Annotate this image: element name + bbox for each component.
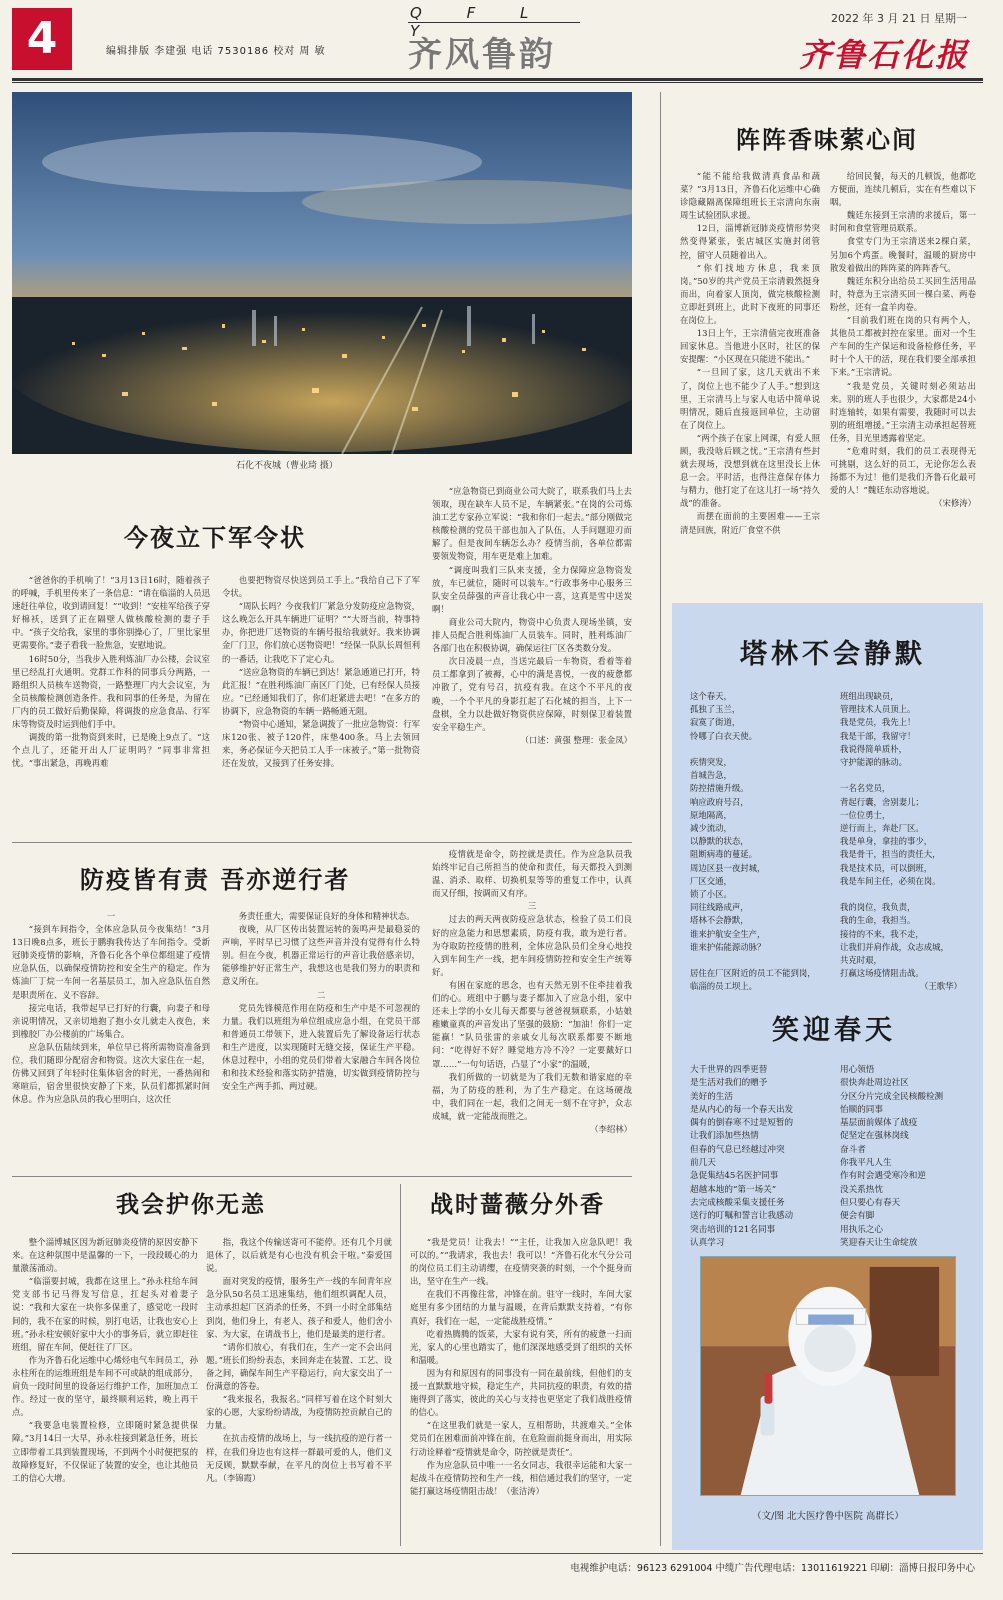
paragraph: “我是党员，关键时刻必须站出来。别的班人手也很少，大家都是24小时连轴转，如果有需要，我随时可以去别的班组增援。”王宗清主动承担起替班任务，目光里透露着坚定。 bbox=[830, 380, 976, 443]
paragraph: 整个淄博城区因为新冠肺炎疫情的原因安静下来。在这种氛围中是温馨的一下，一段段暖心的力量激荡涌动。 bbox=[12, 1237, 198, 1274]
paragraph: “危难时刻，我们的员工表现得无可挑剔，这么好的员工，无论你怎么表扬都不为过！他们是我们齐鲁石化最可爱的人！”魏廷东动容地说。 bbox=[830, 445, 976, 496]
paragraph: 二 bbox=[316, 989, 326, 1000]
medical-photo-caption: （文/图 北大医疗鲁中医院 高群长） bbox=[752, 1511, 904, 1522]
header-rule-thin bbox=[12, 82, 983, 83]
paragraph: 党员先锋模范作用在防疫和生产中是不可忽视的力量。我们以班组为单位组成应急小组，在党员干部和普通员工带领下，进入装置后先了解设备运行状态和生产进度，以实现随时无缝交接，保证生产平稳。休息过程中，小组的党员们带着大家融合车间各岗位和和技术经验和落实防护措施，切实做到疫情防控与安全生产两手抓、两过硬。 bbox=[222, 1002, 420, 1092]
paragraph: “接到车间指令，全体应急队员今夜集结！”3月13日晚8点多，班长于鹏驹我传达了车间指令。受新冠肺炎疫情的影响，齐鲁石化各个单位都组建了疫情应急队伍，以确保疫情防控和安全生产的稳定。作为炼油厂丁烷一车间一名基层员工，加入应急队伍自然是职责所在、义不容辞。 bbox=[12, 924, 210, 1000]
article-military-col1 bbox=[12, 574, 210, 836]
paragraph: “能不能给我做清真食品和蔬菜？”3月13日，齐鲁石化运维中心确诊隐藏隔离保障组班长王宗清向东南周生试验团队求援。 bbox=[680, 171, 820, 221]
paragraph: 面对突发的疫情，服务生产一线的车间青年应急分队50名员工迅速集结，他们组织调配人员，主动承担起厂区消杀的任务，不到一小时全部集结到岗，他们身上，有老人、孩子和爱人，他们舍小家、为大家，在请战书上，他们是最美的逆行者。 bbox=[206, 1276, 392, 1339]
paragraph: 作为应急队员中唯一一名女同志，我很幸运能和大家一起战斗在疫情防控和生产一线，相信通过我们的坚守，一定能打赢这场疫情阻击战！（张洁涛） bbox=[410, 1459, 632, 1496]
paragraph: “目前我们班在岗的只有两个人，其他员工都被封控在家里。面对一个生产车间的生产保运和设备检修任务，平时十个人干的活，现在我们要全部承担下来。”王宗清说。 bbox=[830, 315, 976, 378]
paragraph: 接完电话，我带起早已打好的行囊，向妻子和母亲说明情况，又亲切地抱了抱小女儿就走入夜色，来到橡胶厂办公楼前的广场集合。 bbox=[12, 1002, 210, 1039]
paragraph: 有困在家庭的思念，也有天然无别不住牵挂着我们的心。班组中于鹏与妻子都加入了应急小组，家中还未上学的小女儿每天都要与爸爸视频联系，小姑娘稚嫩童真的声音发出了坚强的鼓励：“加油！你们一定能赢！”队员张雷的亲戚女儿每次联系都要不断地问：“吃得好不好？睡觉地方冷不冷？一定要戴好口罩……”一句句话语，凸显了“小家”的温暖， bbox=[432, 979, 632, 1069]
paragraph: 指，我这个传输送寄可不能停。还有几个月就退休了，以后就是有心也没有机会干啦。”秦爱国说。 bbox=[206, 1237, 392, 1274]
paragraph: 13日上午，王宗清值完夜班准备回家休息。当他进小区时，社区的保安提醒：“小区现在只能进不能出。” bbox=[680, 328, 820, 365]
article-military-col2 bbox=[222, 574, 420, 836]
article-title-epidemic-duty: 防疫皆有责 吾亦逆行者 bbox=[80, 865, 351, 894]
article-roses-col1 bbox=[410, 1236, 632, 1546]
article-signature: （宋修涛） bbox=[934, 498, 976, 509]
column-title-rule bbox=[408, 22, 580, 23]
article-duty-col1 bbox=[12, 910, 210, 1170]
paragraph: “在这里我们就是一家人，互相帮助，共渡难关。”全体党员们在困难面前冲锋在前，在危险面前挺身而出，用实际行动诠释着“疫情就是命令，防控就是责任”。 bbox=[410, 1420, 632, 1457]
page-number: 4 bbox=[12, 8, 72, 70]
footer-contact: 电视维护电话：96123 6291004 中缆广告代理电话：13011619221 印刷：淄博日报印务中心 bbox=[570, 1563, 975, 1574]
paragraph: 过去的两天两夜防疫应急状态，检验了员工们良好的应急能力和思想素质，防疫有我，敢为逆行者。为夺取防控疫情的胜利，全体应急队员们全身心地投入到车间生产一线，把车间疫情防控和安全生产统筹好。 bbox=[432, 914, 632, 977]
paragraph: “请你们放心，有我们在，生产一定不会出问题。”班长们纷纷表态，来回奔走在装置、工艺、设备之间，确保车间生产平稳运行，向大家交出了一份满意的答卷。 bbox=[206, 1341, 392, 1392]
poem-title-spring: 笑迎春天 bbox=[772, 1015, 896, 1046]
article-fragrance-col2 bbox=[830, 170, 976, 590]
paragraph: 也要把物资尽快送到员工手上。”我给自己下了军令状。 bbox=[222, 575, 420, 599]
poem-spring-col2: 用心领悟 很快奔赴周边社区 分区分片完成全民核酸检测 怡顺的同事 基层面前媒体了战疫 促坚定在强林岗线 奋斗者 你我平凡人生 作有时会遇受寒冷和逆 没关系热忱 但只要心有春天 便会有脚 用执乐之心 笑迎春天让生命绽放 bbox=[840, 1065, 944, 1248]
paragraph: “你们找地方休息，我来顶岗。”50岁的共产党员王宗清毅然挺身而出，向着家人顶岗，做完核酸检测立即赶到班上，此时下夜班的同事还在岗位上。 bbox=[680, 262, 820, 326]
article-title-military-order: 今夜立下军令状 bbox=[124, 523, 306, 552]
article-signature: （口述：黄强 整理：张金凤） bbox=[520, 734, 632, 745]
article-protect-col1 bbox=[12, 1236, 198, 1546]
paragraph: 12日，淄博新冠肺炎疫情形势突然变得紧张，张店城区实施封闭管控，留守人员随着出入。 bbox=[680, 223, 820, 260]
paragraph: “我要急电装置检修，立即随时紧急提供保障。”3月14日一大早，孙永柱接到紧急任务，班长立即带着工具到装置现场，不到两个小时便把泵的故障修复好，不仅保证了装置的安全，也让其他员工的信心大增。 bbox=[12, 1420, 198, 1483]
poem-title-tower: 塔林不会静默 bbox=[740, 639, 926, 670]
article-duty-col2 bbox=[222, 910, 420, 1170]
poem-spring-col1: 大千世界的四季更替 是生活对我们的赠予 美好的生活 是从内心的每一个春天出发 偶有的倒春寒不过是短暂的 让我们添加些热情 但春的气息已经越过冲突 前几天 急促集结45名医护同事 超越本地的“第一场关” 去完成核酸采集支援任务 送行的叮嘱和誓言让我感动 突击培训的121名同事 认真学习 bbox=[690, 1065, 794, 1248]
poem-tower-signature: （王歌华） bbox=[920, 981, 962, 991]
paragraph: “一旦回了家，这几天就出不来了，岗位上也不能少了人手。”想到这里，王宗清马上与家人电话中简单说明情况，随后直接返回单位，主动留在了岗位上。 bbox=[680, 367, 820, 430]
paragraph: 三 bbox=[527, 901, 537, 912]
column-divider bbox=[660, 92, 661, 1546]
article-title-fragrance: 阵阵香味萦心间 bbox=[736, 125, 918, 154]
paragraph: 魏廷东接到王宗清的求援后，第一时间和食堂管理员联系。 bbox=[830, 210, 976, 234]
article-title-roses: 战时蔷薇分外香 bbox=[430, 1191, 605, 1218]
medical-worker-photo bbox=[700, 1256, 956, 1496]
paragraph: “送应急物资的车辆已到达！紧急通道已打开，特此汇报！”在胜利炼油厂南区厂门处，已有经保人员接应。“已经通知我们了，你们赶紧进去吧！”在多方的协调下，应急物资的车辆一路畅通无阻。 bbox=[222, 666, 420, 716]
paragraph: 吃着热腾腾的饭菜，大家有说有笑，所有的疲惫一扫而光，家人的心里也踏实了，他们深深地感受到了组织的关怀和温暖。 bbox=[410, 1328, 632, 1365]
paragraph: 作为齐鲁石化运维中心烯烃电气车间员工，孙永柱所在的运维班组是车间不可或缺的组成部分，肩负一段时间里的设备运行维护工作，加班加点工作。经过一夜的坚守，最终顺利运转，晚上再干点。 bbox=[12, 1354, 198, 1418]
paragraph: “物资中心通知，紧急调拨了一批应急物资：行军床120张、被子120件，床垫400条。马上去领回来，务必保证今天把员工人手一床被子。”第一批物资还在发放，又接到了任务安排。 bbox=[222, 719, 420, 769]
paragraph: 调拨的第一批物资到来时，已是晚上9点了。“这个点儿了，还能开出人厂证明吗？”同事非常担忧。“事出紧急，再晚再难 bbox=[12, 732, 210, 769]
paragraph: 食堂专门为王宗清送来2棵白菜，另加6个鸡蛋。晚餐时，温暖的厨房中散发着做出的阵阵菜的阵阵香气。 bbox=[830, 236, 976, 273]
paragraph: 魏廷东积分出给员工买回生活用品时，特意为王宗清买回一棵白菜、两卷粉丝，还有一盒羊肉卷。 bbox=[830, 275, 976, 312]
paragraph: “应急物资已到商业公司大院了，联系我们马上去领取，现在缺车人员不足，车辆紧张。”在岗的公司炼油工艺专家孙立军说：“我和你们一起去。”部分刚做完核酸检测的党员干部也加入了队伍，人手问题迎刃而解了。但是夜间车辆怎么办？疫情当前，各单位都需要领发物资，用车更是难上加难。 bbox=[432, 486, 632, 562]
paragraph: 应急队伍陆续到来，单位早已将所需物资准备到位，我们随即分配宿舍和物资。这次大家住在一起，仿佛又回到了年轻时住集体宿舍的时光，一番热闹和寒暄后，宿舍里很快安静了下来，队员们都抓紧时间休息。作为应急队员的我心里明白，这次任 bbox=[12, 1041, 210, 1105]
paragraph: “我是党员！让我去！”“主任，让我加入应急队吧！我可以的。”“我请求，我也去！我可以！”齐鲁石化水气分公司的岗位员工们主动请缨，在疫情突袭的时刻，一个个挺身而出，坚守在生产一线。 bbox=[410, 1237, 632, 1287]
article-fragrance-col1 bbox=[680, 170, 820, 590]
issue-date: 2022 年 3 月 21 日 星期一 bbox=[831, 12, 967, 25]
article-duty-col3 bbox=[432, 848, 632, 1170]
footer-rule bbox=[12, 1553, 983, 1554]
paragraph: 16时50分，当我步入胜利炼油厂办公楼，会议室里已经乱打火通明。党群工作科的同事兵分两路，一路组织人员核车送物资，一路整理厂内大会议室，为全员核酸检测创造条件。我和同事的任务是，为留在厂内的员工做好后勤保障，将调拨的应急食品、行军床等物资及时运到他们手中。 bbox=[12, 653, 210, 730]
column-letters: Q F L Y bbox=[410, 4, 549, 40]
paragraph: 在我们不再像往常，冲锋在前。驻守一线时，车间大家庭里有多少团结的力量与温暖，在背后默默支持着，“有你真好，我们在一起，一定能战胜疫情。” bbox=[410, 1289, 632, 1326]
poem-tower-col2: 班组出现缺员， 管理技术人员顶上。 我是党员，我先上！ 我是干部，我留守！ 我说得简单质朴， 守护能源的脉动。 一名名党员， 背起行囊，舍别妻儿； 一位位勇士， 逆行而上，奔赴厂区。 我是单身，拿挂的事少， 我是骨干，担当的责任大， 我是技术员，可以倒班， 我是车间主任，必须在岗。 我的岗位，我负责， 我的生命，我担当。 接待的不来，我不走， 让我们并肩作战，众志成城， 共克时艰， 打赢这场疫情阻击战。 bbox=[840, 691, 949, 979]
paragraph: 一 bbox=[106, 911, 116, 921]
newspaper-masthead: 齐鲁石化报 bbox=[798, 36, 969, 74]
photo-caption: 石化不夜城（曹业琦 摄） bbox=[236, 461, 338, 471]
poem-tower-col1: 这个春天， 孤独了玉兰， 寂寞了街道， 怜哪了白衣天使。 疾情突发， 首城告急， 防控措施升级。 响应政府号召， 原地隔离， 减少流动， 以静默的状态， 阻断病毒的蔓延。 周边区县一夜封城， 厂区交通， 锁了小区。 同往线路成声， 塔林不会静默， 谁来护航安全生产， 谁来护佑能源动脉？ 居住在厂区附近的员工不能到岗， 临淄的员工坝上。 bbox=[690, 691, 816, 992]
column-title: 齐风鲁韵 bbox=[408, 35, 556, 75]
paragraph: 夜晚，从厂区传出装置运转的轰鸣声是最稳妥的声响，平时早已习惯了这些声音并没有觉得有什么特别。但在今夜，机器正常运行的声音让我倍感亲切，能够维护好正常生产，我想这也是我们努力的职责和意义所在。 bbox=[222, 924, 420, 987]
article-military-col3 bbox=[432, 485, 632, 835]
column-divider bbox=[400, 1184, 401, 1546]
night-refinery-photo bbox=[12, 92, 632, 454]
paragraph: 次日凌晨一点，当送完最后一车物资，看着等着员工都拿到了被褥，心中的满是喜悦，一夜的疲惫都冲散了，党有号召，抗疫有我。在这个不平凡的夜晚，一个个平凡的身影扛起了石化城的担当，上下一盘棋，全力以赴做好物资供应保障，时刻保卫着装置安全平稳生产。 bbox=[432, 656, 632, 732]
paragraph: 在抗击疫情的战场上，与一线抗疫的逆行者一样，在我们身边也有这样一群最可爱的人，他们义无反顾，默默奉献，在平凡的岗位上书写着不平凡。（李锦霞） bbox=[206, 1433, 392, 1483]
section-divider bbox=[12, 842, 632, 843]
paragraph: 务责任重大，需要保证良好的身体和精神状态。 bbox=[238, 911, 415, 921]
paragraph: “调度叫我们三队来支援，全力保障应急物资发放，车已就位，随时可以装车。”行政事务中心服务三队安全员薛强的声音让我心中一喜，这真是雪中送炭啊！ bbox=[432, 564, 632, 614]
paragraph: “两个孩子在家上网课，有爱人照顾，我没啥后顾之忧。”王宗清有些封就去现场，没想到就在这里没长上休息一会。平时活，也得注意保存体力与精力，他打定了在这儿打一场“持久战”的准备。 bbox=[680, 432, 820, 509]
paragraph: “临淄要封城，我都在这里上。”孙永柱给车间党支部书记马得发写信息，扛起头对着妻子说：“我和大家在一块你多保重了，感觉吃一段时间的，我不在家的时候，别打电话，让我也安心上班。”孙永柱安顿好家中大小的事务后，就立即赶往班组，留在车间，便赶往了厂区。 bbox=[12, 1276, 198, 1352]
article-title-protect-you: 我会护你无恙 bbox=[116, 1191, 266, 1218]
paragraph: 我们所做的一切就是为了我们无数和谐家庭的幸福，为了防疫的胜利，为了生产稳定。在这场硬战中，我们同在一起，我们之间无一刻不在守护，众志成城，就一定能战而胜之。 bbox=[432, 1071, 632, 1121]
paragraph: 给回民餐，每天的几顿饭，他都吃方便面，连续几顿后，实在有些难以下咽。 bbox=[830, 171, 976, 208]
paragraph: “周队长吗？今夜我们厂紧急分发防疫应急物资，这么晚怎么开具车辆进厂证明？”“大哥当前，特事特办，你把进厂送物资的车辆号报给我就好。我来协调金厂门卫，你们放心送物资吧！”经保一队队长周恒利的一番话，让我吃下了定心丸。 bbox=[222, 601, 420, 664]
paragraph: 商业公司大院内，物资中心负责人现场坐镇，安排人员配合胜利炼油厂人员装车。同时，胜利炼油厂各部门也在积极协调，确保运往厂区各类数分发。 bbox=[432, 616, 632, 654]
paragraph: “爸爸你的手机响了！”3月13日16时，随着孩子的呼喊，手机里传来了一条信息：“请在临淄的人员迅速赶往单位，收到请回复！”“收到！”安桂军给孩子穿好棉袄，送到了正在隔壁人做核酸检测的妻子手中。“孩子交给我，家里的事你别操心了，厂里比家里更需要你。”妻子看我一脸焦急，安慰地说。 bbox=[12, 575, 210, 651]
section-divider bbox=[12, 1176, 632, 1177]
paragraph: 疫情就是命令，防控就是责任。作为应急队员我始终牢记自己所担当的使命和责任，每天都投入到测温、消杀、取样、切换机泵等等的重复工作中，认真而又仔细，按调而又有序。 bbox=[432, 849, 632, 899]
editor-credits: 编辑排版 李建强 电话 7530186 校对 周 敏 bbox=[106, 46, 326, 57]
header-rule bbox=[12, 78, 983, 81]
article-signature: （李绍林） bbox=[590, 1123, 632, 1134]
paragraph: “我来报名，我报名。”同样写着在这个时刻大家的心愿，大家纷纷请战，为疫情防控贡献自己的力量。 bbox=[206, 1394, 392, 1431]
paragraph: 因为有和原因有的同事没有一同在最前线，但他们的支援一直默默地守候，稳定生产，共同抗疫的职责，有效的措施得到了落实，彼此的关心与支持也更坚定了我们战胜疫情的信心。 bbox=[410, 1367, 632, 1418]
article-protect-col2 bbox=[206, 1236, 392, 1546]
paragraph: 而摆在面前的主要困难——王宗清是回族，附近厂食堂不供 bbox=[680, 511, 820, 535]
